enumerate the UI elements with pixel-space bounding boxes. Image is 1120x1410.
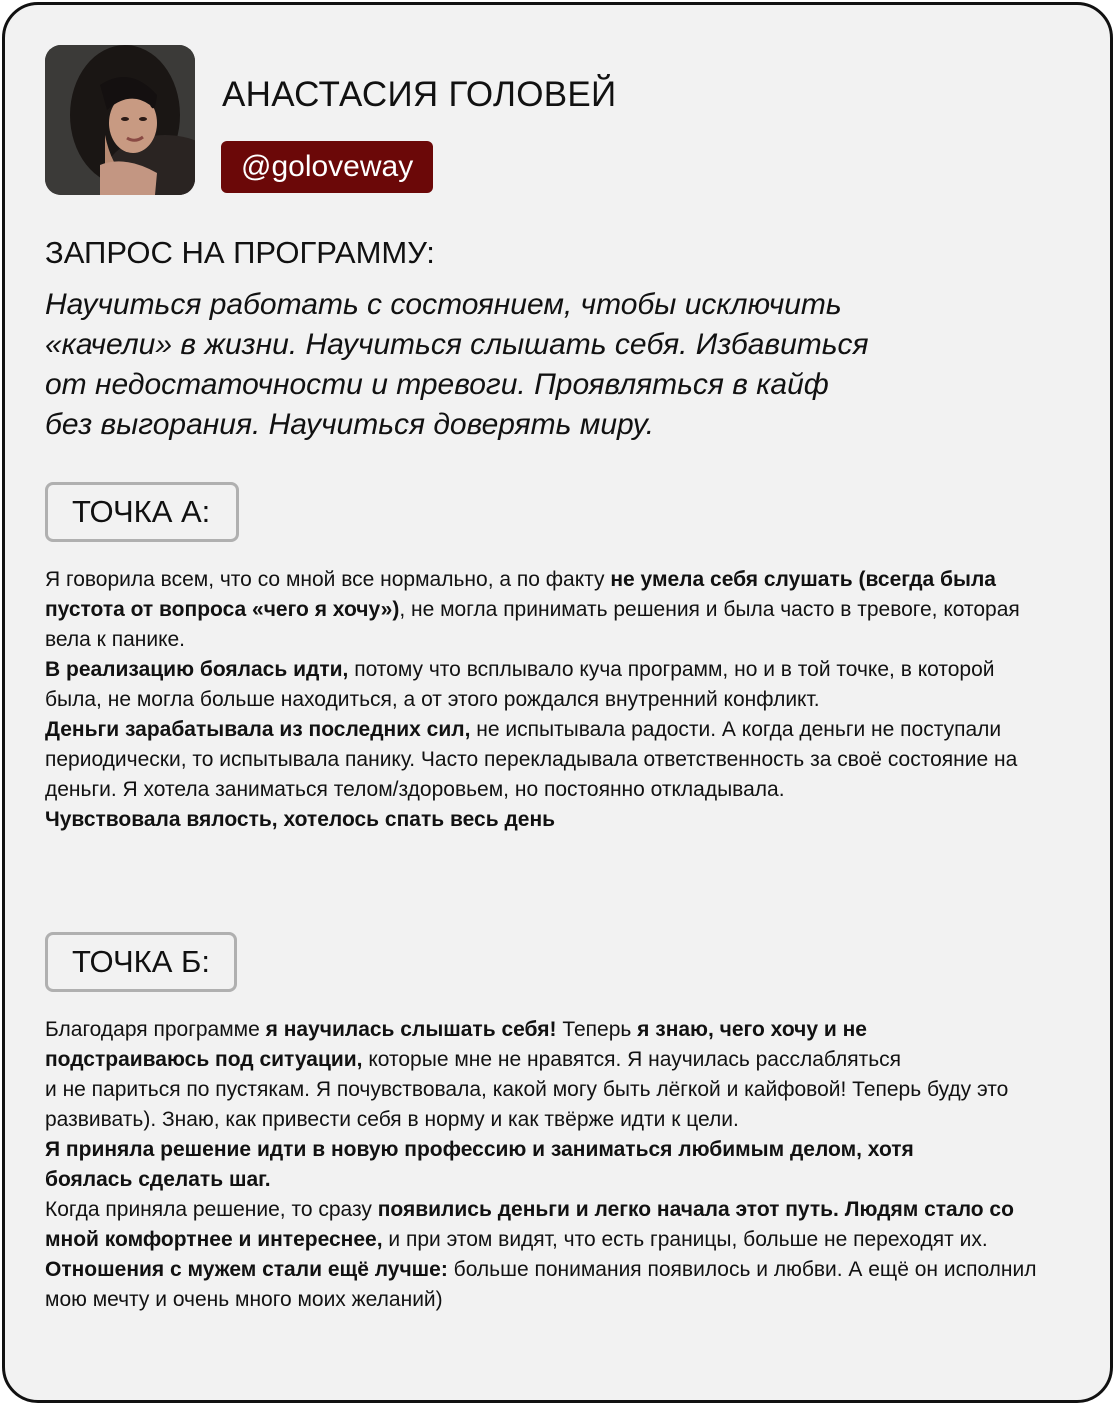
request-title: ЗАПРОС НА ПРОГРАММУ: <box>45 235 435 270</box>
paragraph: Благодаря программе я научилась слышать себя! Теперь я знаю, чего хочу и не подстраиваюсь под ситуации, которые мне не нравятся. Я научилась расслабляться <box>45 1018 902 1071</box>
point-b-text <box>45 1015 1065 1315</box>
request-line: без выгорания. Научиться доверять миру. <box>45 408 655 441</box>
avatar-photo <box>45 45 195 195</box>
request-text <box>45 285 925 445</box>
request-line: Научиться работать с состоянием, чтобы исключить <box>45 288 842 321</box>
paragraph: и не париться по пустякам. Я почувствовала, какой могу быть лёгкой и кайфовой! Теперь буду это развивать). Знаю, как привести себя в норму и как твёрже идти к цели. <box>45 1078 1009 1131</box>
testimonial-card <box>2 2 1113 1403</box>
avatar <box>45 45 195 195</box>
profile-name: АНАСТАСИЯ ГОЛОВЕЙ <box>222 75 617 114</box>
point-a-label: ТОЧКА А: <box>45 482 239 542</box>
paragraph: Деньги зарабатывала из последних сил, не испытывала радости. А когда деньги не поступали периодически, то испытывала панику. Часто перекладывала ответственность за своё состояние на деньги. Я хотела заниматься телом/здоровьем, но постоянно откладывала. <box>45 718 1018 801</box>
profile-handle-badge[interactable]: @goloveway <box>221 141 433 193</box>
point-b-label: ТОЧКА Б: <box>45 932 237 992</box>
request-line: «качели» в жизни. Научиться слышать себя. Избавиться <box>45 328 869 361</box>
paragraph: Я приняла решение идти в новую профессию и заниматься любимым делом, хотя боялась сделать шаг. <box>45 1138 914 1191</box>
paragraph: Чувствовала вялость, хотелось спать весь день <box>45 808 556 831</box>
point-a-text <box>45 565 1035 835</box>
paragraph: Отношения с мужем стали ещё лучше: больше понимания появилось и любви. А ещё он исполнил мою мечту и очень много моих желаний) <box>45 1258 1037 1311</box>
request-line: от недостаточности и тревоги. Проявляться в кайф <box>45 368 829 401</box>
paragraph: В реализацию боялась идти, потому что всплывало куча программ, но и в той точке, в которой была, не могла больше находиться, а от этого рождался внутренний конфликт. <box>45 658 995 711</box>
paragraph: Когда приняла решение, то сразу появились деньги и легко начала этот путь. Людям стало со мной комфортнее и интереснее, и при этом видят, что есть границы, больше не переходят их. <box>45 1198 1014 1251</box>
paragraph: Я говорила всем, что со мной все нормально, а по факту не умела себя слушать (всегда была пустота от вопроса «чего я хочу»), не могла принимать решения и была часто в тревоге, которая вела к панике. <box>45 568 1020 651</box>
